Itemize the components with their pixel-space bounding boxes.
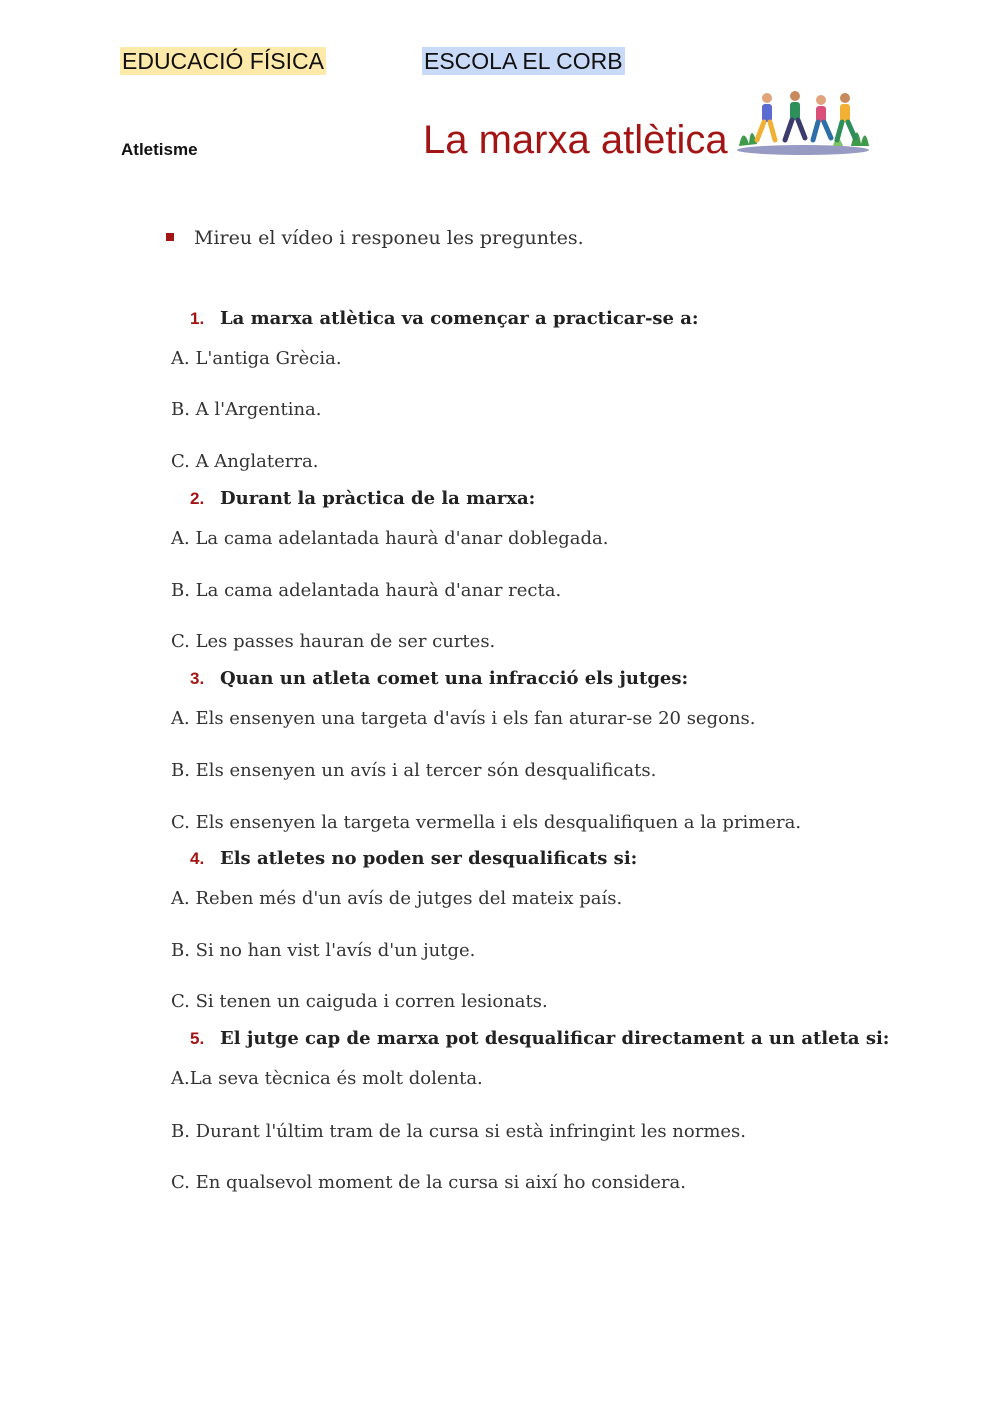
answer-option: C. Les passes hauran de ser curtes. [171,631,496,652]
answer-option: B. A l'Argentina. [171,399,322,420]
answer-option: A. Els ensenyen una targeta d'avís i els fan aturar-se 20 segons. [171,708,756,729]
question-1 [190,308,699,329]
answer-option: A. L'antiga Grècia. [171,348,342,369]
instruction-text: Mireu el vídeo i responeu les preguntes. [194,227,584,249]
question-text: El jutge cap de marxa pot desqualificar directament a un atleta si: [220,1028,890,1049]
question-text: Els atletes no poden ser desqualificats si: [220,848,638,869]
page-title: La marxa atlètica [423,118,728,162]
question-number: 3. [190,669,205,688]
question-5 [190,1028,889,1049]
answer-option: B. Si no han vist l'avís d'un jutge. [171,940,476,961]
answer-option: C. Els ensenyen la targeta vermella i els desqualifiquen a la primera. [171,812,802,833]
instruction-line [166,227,584,249]
runners-illustration-icon [733,86,873,158]
question-number: 4. [190,849,205,868]
answer-option: B. Els ensenyen un avís i al tercer són desqualificats. [171,760,657,781]
topic-label: Atletisme [121,140,198,159]
answer-option: B. Durant l'últim tram de la cursa si està infringint les normes. [171,1121,747,1142]
subject-label: EDUCACIÓ FÍSICA [122,48,324,74]
question-3 [190,668,688,689]
answer-option: C. A Anglaterra. [171,451,319,472]
question-2 [190,488,535,509]
answer-option: C. En qualsevol moment de la cursa si així ho considera. [171,1172,686,1193]
question-number: 5. [190,1029,205,1048]
question-4 [190,848,637,869]
question-number: 1. [190,309,205,328]
answer-option: B. La cama adelantada haurà d'anar recta. [171,580,562,601]
question-text: Quan un atleta comet una infracció els jutges: [220,668,689,689]
school-label: ESCOLA EL CORB [424,48,623,74]
bullet-icon [166,233,174,241]
answer-option: A.La seva tècnica és molt dolenta. [171,1068,483,1089]
answer-option: A. La cama adelantada haurà d'anar doblegada. [171,528,609,549]
answer-option: C. Si tenen un caiguda i corren lesionats. [171,991,548,1012]
question-text: Durant la pràctica de la marxa: [220,488,536,509]
answer-option: A. Reben més d'un avís de jutges del mateix país. [171,888,623,909]
question-number: 2. [190,489,205,508]
question-text: La marxa atlètica va començar a practicar-se a: [220,308,699,329]
